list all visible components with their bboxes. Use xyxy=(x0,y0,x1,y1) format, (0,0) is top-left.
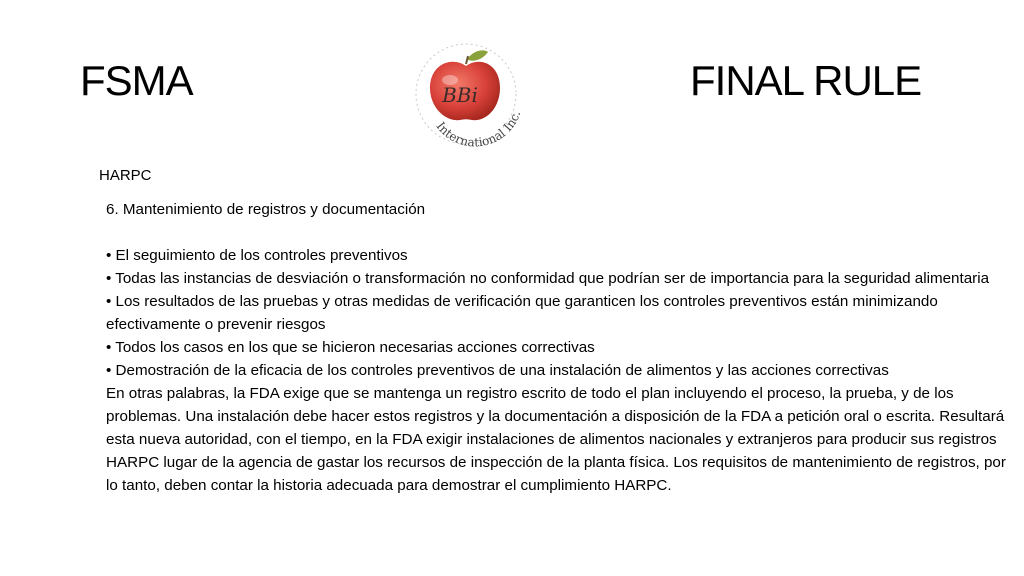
section-heading: HARPC xyxy=(99,167,152,184)
body-paragraph: En otras palabras, la FDA exige que se mantenga un registro escrito de todo el plan incluyendo el proceso, la prueba, y de los problemas. Una instalación debe hacer estos registros y la documentación a disposición de la FDA a petición oral o escrita. Resultará esta nueva autoridad, con el tiempo, en la FDA exigir instalaciones de alimentos nacionales y extranjeros para producir sus registros HARPC lugar de la agencia de gastar los recursos de inspección de la planta física. Los requisitos de mantenimiento de registros, por lo tanto, deben contar la historia adecuada para demostrar el cumplimiento HARPC. xyxy=(106,385,1006,494)
section-title: 6. Mantenimiento de registros y documentación xyxy=(106,201,426,218)
bullet-item: • Todos los casos en los que se hicieron necesarias acciones correctivas xyxy=(106,339,595,356)
bullet-item: • Todas las instancias de desviación o transformación no conformidad que podrían ser de importancia para la seguridad alimentaria xyxy=(106,270,990,287)
bullet-item: • Demostración de la eficacia de los controles preventivos de una instalación de alimentos y las acciones correctivas xyxy=(106,362,889,379)
apple-logo-icon xyxy=(410,38,526,148)
logo-monogram: BBi xyxy=(442,83,478,107)
title-right: FINAL RULE xyxy=(690,57,922,104)
company-logo xyxy=(410,38,526,148)
logo-text: International Inc. xyxy=(433,108,524,148)
slide-content xyxy=(106,198,1006,497)
spacer xyxy=(106,221,1006,244)
bullet-item: • Los resultados de las pruebas y otras medidas de verificación que garanticen los controles preventivos están minimizando efectivamente o prevenir riesgos xyxy=(106,293,938,333)
bullet-item: • El seguimiento de los controles preventivos xyxy=(106,247,408,264)
title-left: FSMA xyxy=(80,57,193,104)
